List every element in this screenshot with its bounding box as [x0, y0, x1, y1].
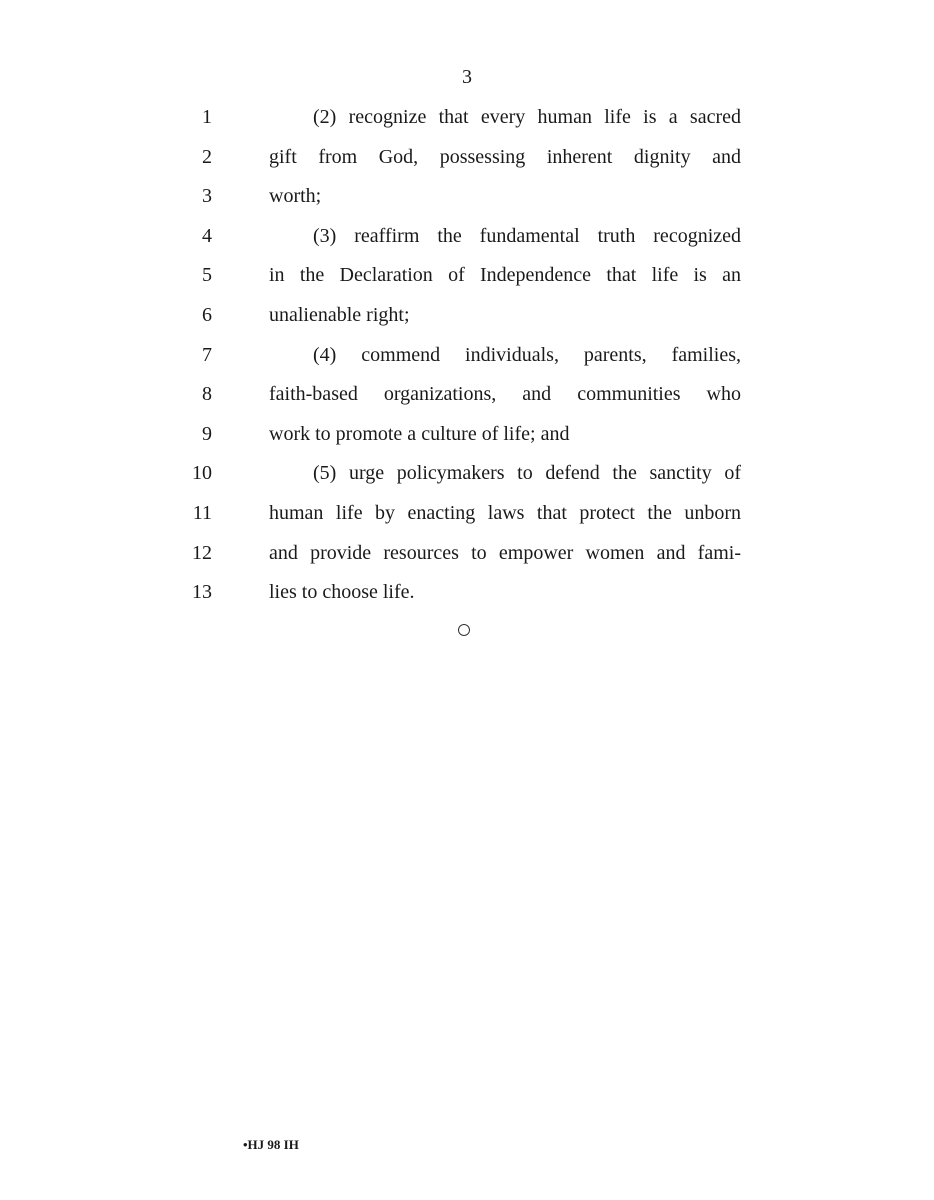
- text-line: [0, 138, 934, 178]
- line-text: unalienable right;: [269, 303, 410, 326]
- text-line: [0, 454, 934, 494]
- line-number: 12: [192, 541, 212, 564]
- line-number: 4: [202, 224, 212, 247]
- line-number: 11: [192, 501, 212, 524]
- line-text: (3) reaffirm the fundamental truth recognized: [313, 224, 741, 247]
- line-number: 13: [192, 581, 212, 604]
- line-number: 10: [192, 462, 212, 485]
- line-text: lies to choose life.: [269, 581, 415, 604]
- text-line: [0, 494, 934, 534]
- line-text: and provide resources to empower women and fami-: [269, 541, 741, 564]
- line-text: worth;: [269, 185, 322, 208]
- text-line: [0, 375, 934, 415]
- end-of-document-circle-icon: [458, 624, 470, 636]
- line-number: 6: [202, 303, 212, 326]
- line-text: faith-based organizations, and communities who: [269, 383, 741, 406]
- line-number: 3: [202, 185, 212, 208]
- line-number: 2: [202, 145, 212, 168]
- line-text: (2) recognize that every human life is a sacred: [313, 106, 741, 128]
- line-number: 8: [202, 383, 212, 406]
- page-number: 3: [462, 66, 472, 88]
- line-text: in the Declaration of Independence that life is an: [269, 264, 741, 287]
- line-number: 1: [202, 106, 212, 128]
- text-line: [0, 296, 934, 336]
- text-line: [0, 415, 934, 455]
- line-text: (5) urge policymakers to defend the sanctity of: [313, 462, 741, 485]
- text-line: [0, 177, 934, 217]
- text-line: [0, 98, 934, 138]
- line-number: 5: [202, 264, 212, 287]
- line-text: work to promote a culture of life; and: [269, 422, 570, 445]
- text-line: [0, 217, 934, 257]
- text-line: [0, 336, 934, 376]
- footer-bill-id: •HJ 98 IH: [243, 1137, 299, 1152]
- line-text: gift from God, possessing inherent dignity and: [269, 145, 741, 168]
- line-text: (4) commend individuals, parents, families,: [313, 343, 741, 366]
- bill-text: [0, 98, 934, 613]
- line-text: human life by enacting laws that protect the unborn: [269, 501, 741, 524]
- text-line: [0, 256, 934, 296]
- line-number: 7: [202, 343, 212, 366]
- line-number: 9: [202, 422, 212, 445]
- text-line: [0, 534, 934, 574]
- text-line: [0, 573, 934, 613]
